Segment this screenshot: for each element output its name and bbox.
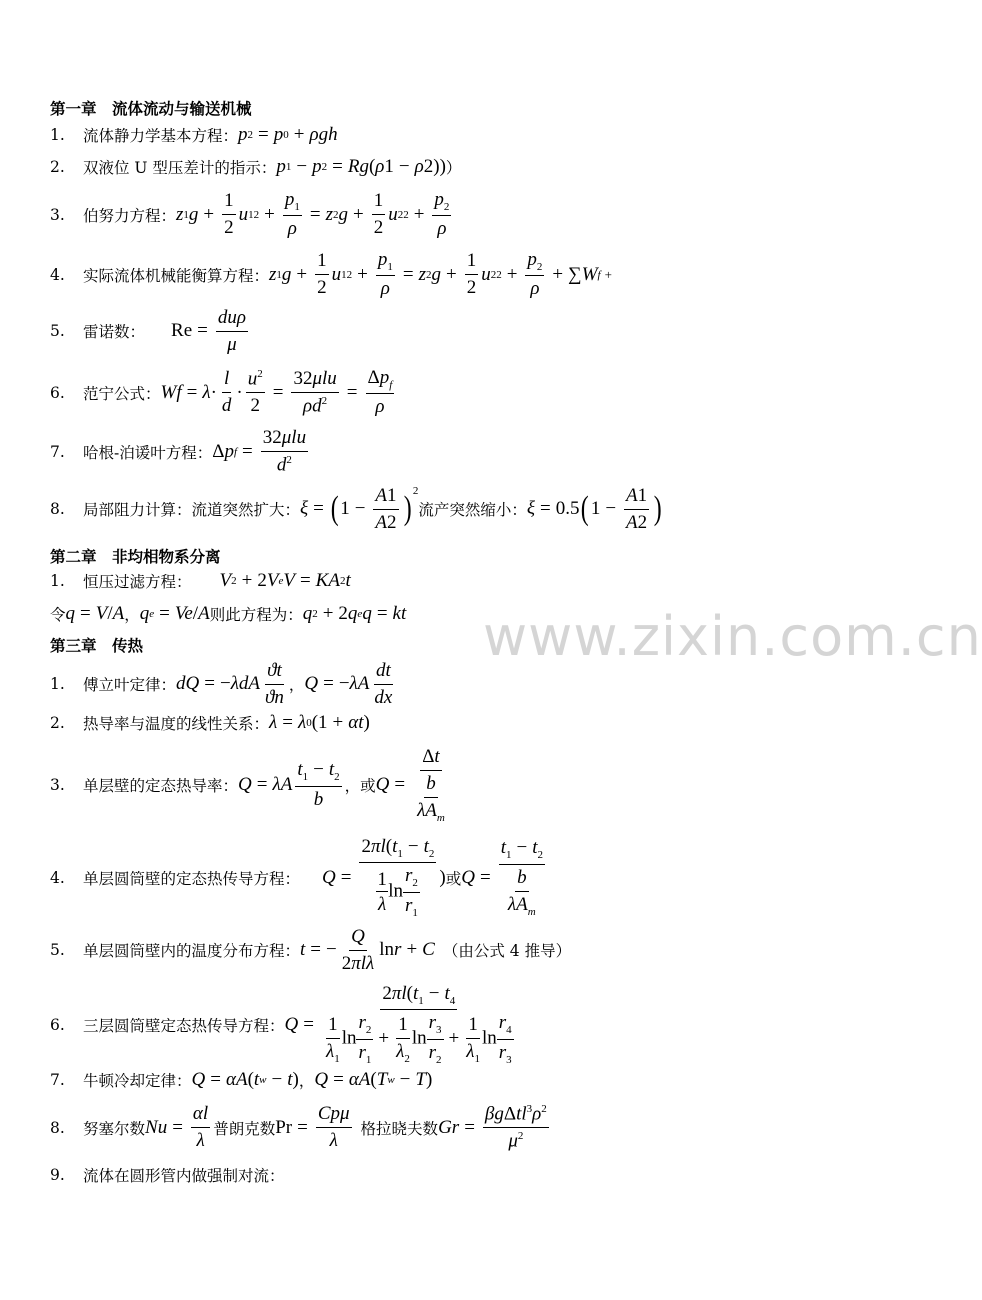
equation-b: Q = αA ( T w − T ) — [314, 1069, 433, 1090]
equation-a: Q = αA ( t w − t ) — [191, 1069, 299, 1090]
item-mid-label-1: 普朗克数 — [213, 1119, 276, 1138]
item-number: 8. — [50, 1118, 65, 1137]
item-number: 8. — [50, 500, 65, 519]
equation-expansion: ξ = ( 1 − $\frac{A1}{A2}$ ) $^2$ — [300, 485, 419, 533]
equation: p 2 = p 0 + ρgh — [238, 124, 338, 145]
item-label: 范宁公式： — [83, 384, 161, 403]
equation: t = − Q 2πlλ ln r + C — [300, 926, 435, 974]
item-sep: ， — [298, 1072, 315, 1090]
item-number: 7. — [50, 1071, 65, 1089]
equation: Re = duρ μ — [171, 307, 246, 355]
item-label: 恒压过滤方程： — [83, 573, 192, 591]
item-label: 哈根-泊谖叶方程： — [83, 443, 213, 462]
equation: Wf = λ · l d · $\frac{u^2}{2}$ = 32μlu $\rho d^2$ = $\Delta p_f$ ρ — [160, 367, 393, 418]
formula-3-6 — [50, 983, 519, 1066]
equation-nusselt: Nu = $\frac{\alpha l}{\lambda}$ — [145, 1103, 209, 1152]
formula-3-3 — [50, 746, 452, 824]
formula-2-2 — [50, 603, 406, 625]
item-label: 实际流体机械能衡算方程： — [83, 266, 270, 285]
formula-1-1 — [50, 124, 338, 146]
formula-3-2 — [50, 712, 370, 734]
formula-1-2 — [50, 156, 461, 178]
formula-1-4 — [50, 249, 612, 300]
item-number: 7. — [50, 442, 65, 461]
item-prefix: 令 — [50, 606, 66, 624]
watermark: www.zixin.com.cn — [483, 605, 982, 668]
chapter-1-title: 第一章 流体流动与输送机械 — [50, 100, 252, 118]
item-label: 牛顿冷却定律： — [83, 1072, 192, 1090]
item-number: 5. — [50, 941, 65, 960]
item-number: 9. — [50, 1166, 65, 1184]
item-label: 流体静力学基本方程： — [83, 127, 239, 145]
equation-b: Q = Δt b $\lambda A_m$ — [375, 746, 445, 824]
formula-1-5 — [50, 307, 251, 356]
item-number: 6. — [50, 383, 65, 402]
equation-a: Q = λA $t_1 - t_2$ b — [238, 759, 340, 810]
item-sep: ， — [124, 606, 140, 624]
item-label: 三层圆筒壁定态热传导方程： — [83, 1016, 285, 1035]
equation: λ = λ 0 (1 + αt ) — [269, 712, 370, 733]
equation-contraction: ξ = 0.5 ( 1 − $\frac{A1}{A2}$ ) — [526, 485, 662, 533]
item-mid-label: 流产突然缩小： — [418, 501, 527, 520]
item-label: 热导率与温度的线性关系： — [83, 715, 270, 733]
item-label: 努塞尔数 — [83, 1119, 146, 1138]
item-label: 单层圆筒壁的定态热传导方程： — [83, 869, 301, 888]
formula-3-5 — [50, 926, 571, 975]
item-mid-label: 则此方程为： — [209, 606, 303, 624]
item-label: 双液位 U 型压差计的指示： — [83, 159, 277, 177]
item-mid-label-2: 格拉晓夫数 — [360, 1119, 439, 1138]
equation: V 2 + 2 V e V = KA 2 t — [219, 570, 351, 591]
item-sep: ，或 — [344, 777, 376, 796]
equation-a: Q = $2\pi l(t_1 - t_2$ $\frac{1}{\lambda}$ ln $\frac{r_2}{r_1}$ ) — [322, 836, 446, 919]
chapter-3-title: 第三章 传热 — [50, 637, 144, 655]
item-sep: ， — [288, 676, 305, 695]
equation: Δ p f = 32μlu $d^2$ — [212, 427, 307, 476]
equation: z 1 g + $\frac{1}{2}$ u 1 2 + $\frac{p_1}{\rho}$ = z 2 g + $\frac{1}{2}$ u 2 2 + $\frac{p_2}{\rho}$ — [176, 189, 450, 240]
item-number: 2. — [50, 158, 65, 176]
item-sep: 或 — [445, 869, 462, 888]
item-number: 1. — [50, 572, 65, 590]
chapter-2-title: 第二章 非均相物系分离 — [50, 548, 221, 566]
item-number: 2. — [50, 714, 65, 732]
formula-3-4 — [50, 836, 548, 919]
formula-3-8 — [50, 1103, 552, 1152]
equation-integral: Q = − λA dt dx — [304, 660, 393, 708]
item-number: 1. — [50, 675, 65, 694]
formula-3-1 — [50, 660, 397, 709]
item-number: 3. — [50, 205, 65, 224]
equation-grashof: Gr = $\beta g\Delta tl^3\rho^2$ $\mu^2$ — [438, 1103, 547, 1152]
formula-1-3 — [50, 189, 454, 240]
formula-1-7 — [50, 427, 311, 476]
item-label: 单层圆筒壁内的温度分布方程： — [83, 942, 301, 961]
item-number: 5. — [50, 322, 65, 341]
item-number: 3. — [50, 776, 65, 795]
item-label: 单层壁的定态热导率： — [83, 777, 239, 796]
item-label: 傅立叶定律： — [83, 676, 177, 695]
item-label: 局部阻力计算：流道突然扩大： — [83, 501, 301, 520]
formula-1-8 — [50, 485, 663, 534]
item-number: 1. — [50, 126, 65, 144]
equation-b: Q = $t_1 - t_2$ b $\lambda A_m$ — [461, 837, 543, 918]
formula-3-9 — [50, 1164, 285, 1186]
item-label: 伯努力方程： — [83, 206, 177, 225]
equation-prandtl: Pr = Cpμ λ — [275, 1103, 350, 1152]
formula-3-7 — [50, 1069, 432, 1091]
equation-result: q 2 + 2 q e q = kt — [302, 603, 407, 624]
equation: Q = $2\pi l(t_1 - t_4$ $\frac{1}{\lambda_1}$ ln $\frac{r_2}{r_1}$ + $\frac{1}{\lambda_2}$ ln $\frac{r_3}{r_2}$ + $\frac{1}{\lambda_1}$ ln $\frac{r_4}{r_3}$ — [284, 983, 512, 1066]
item-number: 6. — [50, 1015, 65, 1034]
item-label: 流体在圆形管内做强制对流： — [83, 1167, 285, 1185]
equation-qe: q e = Ve / A — [139, 603, 210, 624]
equation: p 1 − p 2 = Rg ( ρ 1 − ρ 2)) — [276, 156, 446, 177]
equation: z 1 g + $\frac{1}{2}$ u 1 2 + $\frac{p_1}{\rho}$ = z 2 g + $\frac{1}{2}$ u 2 2 + $\frac{p_2}{\rho}$ + ∑ W f + — [269, 249, 612, 300]
formula-2-1 — [50, 570, 351, 592]
item-number: 4. — [50, 265, 65, 284]
equation-differential: dQ = − λdA ϑt ϑn — [176, 660, 284, 708]
item-number: 4. — [50, 868, 65, 887]
formula-1-6 — [50, 367, 397, 418]
item-tail: （由公式 4 推导） — [442, 942, 572, 961]
item-tail: ） — [445, 159, 462, 177]
item-label: 雷诺数： — [83, 323, 146, 342]
equation-q: q = V / A — [65, 603, 125, 624]
